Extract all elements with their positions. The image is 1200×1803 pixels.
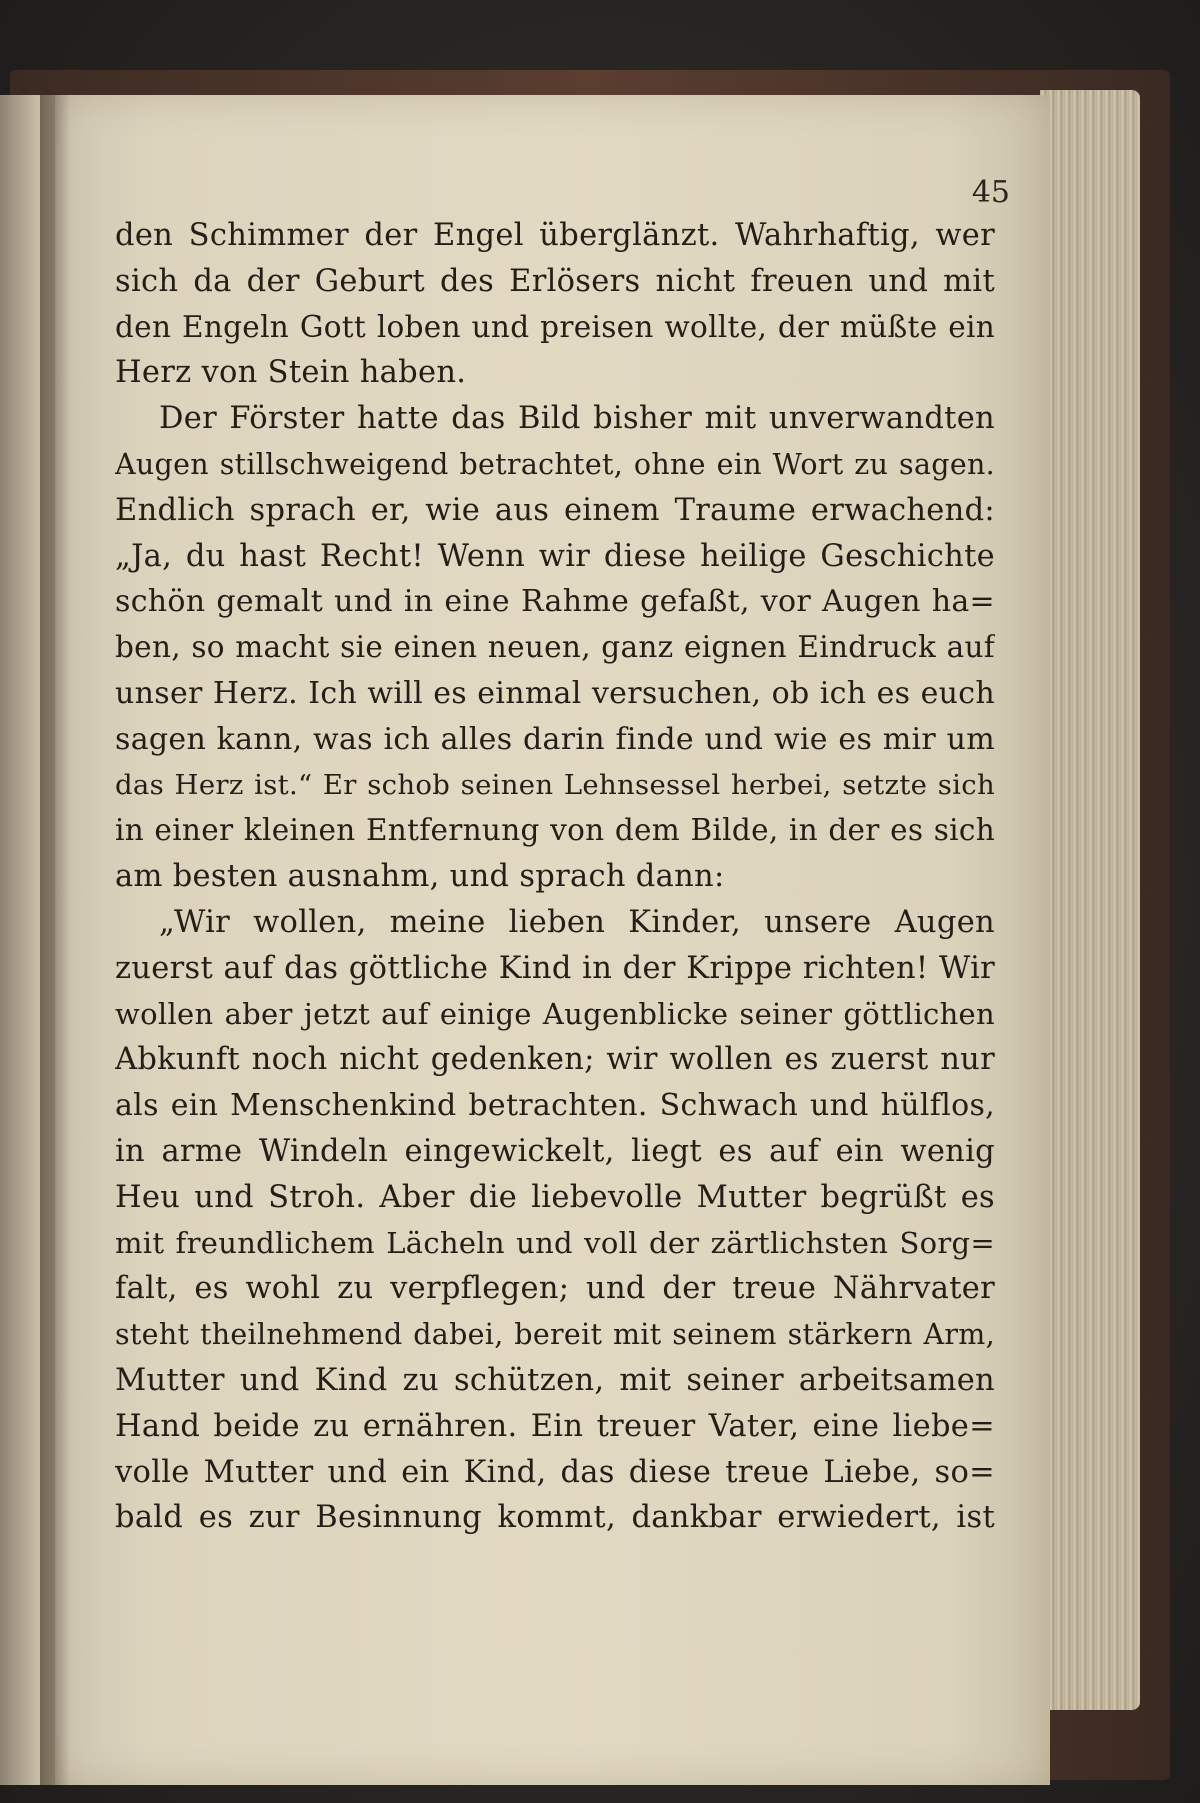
text-line: Hand beide zu ernähren. Ein treuer Vater, eine liebe= xyxy=(115,1408,995,1444)
text-line: wollen aber jetzt auf einige Augenblicke seiner göttlichen xyxy=(115,996,995,1031)
text-line: das Herz ist.“ Er schob seinen Lehnsessel herbei, setzte sich xyxy=(115,768,995,801)
text-line: Abkunft noch nicht gedenken; wir wollen es zuerst nur xyxy=(115,1042,995,1078)
text-line: Der Förster hatte das Bild bisher mit unverwandten xyxy=(159,401,995,437)
text-line: mit freundlichem Lächeln und voll der zärtlichsten Sorg= xyxy=(115,1225,995,1260)
text-line: Endlich sprach er, wie aus einem Traume erwachend: xyxy=(115,492,995,528)
text-line: am besten ausnahm, und sprach dann: xyxy=(115,859,725,895)
text-line: Mutter und Kind zu schützen, mit seiner arbeitsamen xyxy=(115,1362,995,1398)
text-line: den Engeln Gott loben und preisen wollte, der müßte ein xyxy=(115,309,995,344)
text-line: bald es zur Besinnung kommt, dankbar erwiedert, ist xyxy=(115,1500,995,1536)
text-line: als ein Menschenkind betrachten. Schwach und hülflos, xyxy=(115,1088,995,1124)
text-line: unser Herz. Ich will es einmal versuchen, ob ich es euch xyxy=(115,675,995,711)
text-line: in arme Windeln eingewickelt, liegt es auf ein wenig xyxy=(115,1133,995,1169)
text-line: Herz von Stein haben. xyxy=(115,355,467,391)
page-number: 45 xyxy=(971,175,1010,210)
text-line: „Ja, du hast Recht! Wenn wir diese heilige Geschichte xyxy=(115,538,995,574)
text-line: in einer kleinen Entfernung von dem Bilde, in der es sich xyxy=(115,813,995,848)
text-line: „Wir wollen, meine lieben Kinder, unsere Augen xyxy=(159,904,995,940)
text-line: volle Mutter und ein Kind, das diese treue Liebe, so= xyxy=(115,1454,995,1490)
page-text-block xyxy=(115,213,995,1541)
book-page xyxy=(55,95,1050,1785)
text-line: schön gemalt und in eine Rahme gefaßt, vor Augen ha= xyxy=(115,584,995,620)
spine-shadow xyxy=(40,95,70,1785)
text-line: falt, es wohl zu verpflegen; und der treue Nährvater xyxy=(115,1271,995,1307)
text-line: Augen stillschweigend betrachtet, ohne ein Wort zu sagen. xyxy=(115,447,995,481)
text-line: Heu und Stroh. Aber die liebevolle Mutter begrüßt es xyxy=(115,1179,995,1215)
text-line: den Schimmer der Engel überglänzt. Wahrhaftig, wer xyxy=(115,218,995,253)
page-stack-edge xyxy=(1040,90,1140,1710)
text-line: ben, so macht sie einen neuen, ganz eignen Eindruck auf xyxy=(115,630,995,665)
text-line: sagen kann, was ich alles darin finde und wie es mir um xyxy=(115,721,995,757)
text-line: sich da der Geburt des Erlösers nicht freuen und mit xyxy=(115,263,995,299)
text-line: steht theilnehmend dabei, bereit mit seinem stärkern Arm, xyxy=(115,1318,995,1352)
text-line: zuerst auf das göttliche Kind in der Krippe richten! Wir xyxy=(115,950,995,986)
